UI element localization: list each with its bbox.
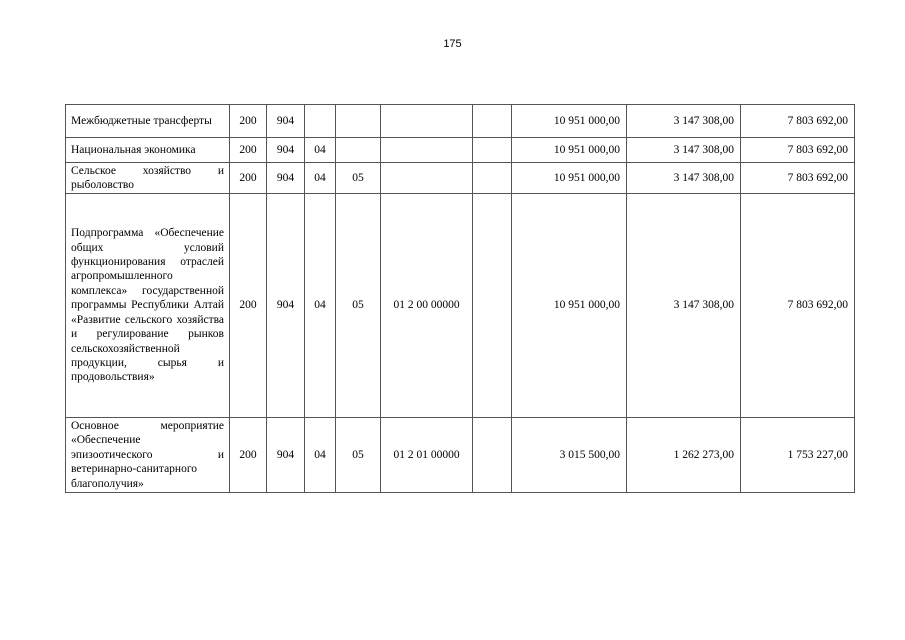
amount-total: 10 951 000,00 [512,138,627,163]
expense-type-code [473,194,512,418]
amount-second: 3 147 308,00 [627,138,741,163]
section-code: 04 [305,418,336,493]
subsection-code [336,138,381,163]
table-row [66,163,855,194]
group-code: 904 [267,194,305,418]
admin-code: 200 [230,138,267,163]
target-article-code: 01 2 00 00000 [381,194,473,418]
amount-second: 3 147 308,00 [627,163,741,194]
amount-third: 1 753 227,00 [741,418,855,493]
group-code: 904 [267,418,305,493]
table-row [66,105,855,138]
amount-total: 3 015 500,00 [512,418,627,493]
expense-type-code [473,138,512,163]
row-name: Основное мероприятие «Обеспечение эпизоотического и ветеринарно-санитарного благополучия» [66,418,230,493]
admin-code: 200 [230,163,267,194]
table-row [66,138,855,163]
target-article-code [381,163,473,194]
admin-code: 200 [230,418,267,493]
amount-total: 10 951 000,00 [512,105,627,138]
section-code: 04 [305,138,336,163]
expense-type-code [473,163,512,194]
amount-total: 10 951 000,00 [512,194,627,418]
amount-third: 7 803 692,00 [741,138,855,163]
amount-third: 7 803 692,00 [741,194,855,418]
admin-code: 200 [230,105,267,138]
row-name: Национальная экономика [66,138,230,163]
group-code: 904 [267,105,305,138]
target-article-code: 01 2 01 00000 [381,418,473,493]
amount-second: 3 147 308,00 [627,194,741,418]
group-code: 904 [267,163,305,194]
group-code: 904 [267,138,305,163]
section-code: 04 [305,163,336,194]
target-article-code [381,105,473,138]
row-name: Подпрограмма «Обеспечение общих условий функционирования отраслей агропромышленного комплекса» государственной программы Республики Алтай «Развитие сельского хозяйства и регулирование рынков сельскохозяйственной продукции, сырья и продовольствия» [66,194,230,418]
subsection-code [336,105,381,138]
table-row [66,194,855,418]
subsection-code: 05 [336,163,381,194]
target-article-code [381,138,473,163]
amount-total: 10 951 000,00 [512,163,627,194]
row-name: Сельское хозяйство и рыболовство [66,163,230,194]
subsection-code: 05 [336,418,381,493]
amount-third: 7 803 692,00 [741,105,855,138]
amount-second: 3 147 308,00 [627,105,741,138]
amount-third: 7 803 692,00 [741,163,855,194]
admin-code: 200 [230,194,267,418]
row-name: Межбюджетные трансферты [66,105,230,138]
table-row [66,418,855,493]
amount-second: 1 262 273,00 [627,418,741,493]
section-code: 04 [305,194,336,418]
subsection-code: 05 [336,194,381,418]
budget-table [65,104,855,493]
expense-type-code [473,418,512,493]
section-code [305,105,336,138]
expense-type-code [473,105,512,138]
page-number: 175 [443,38,462,50]
